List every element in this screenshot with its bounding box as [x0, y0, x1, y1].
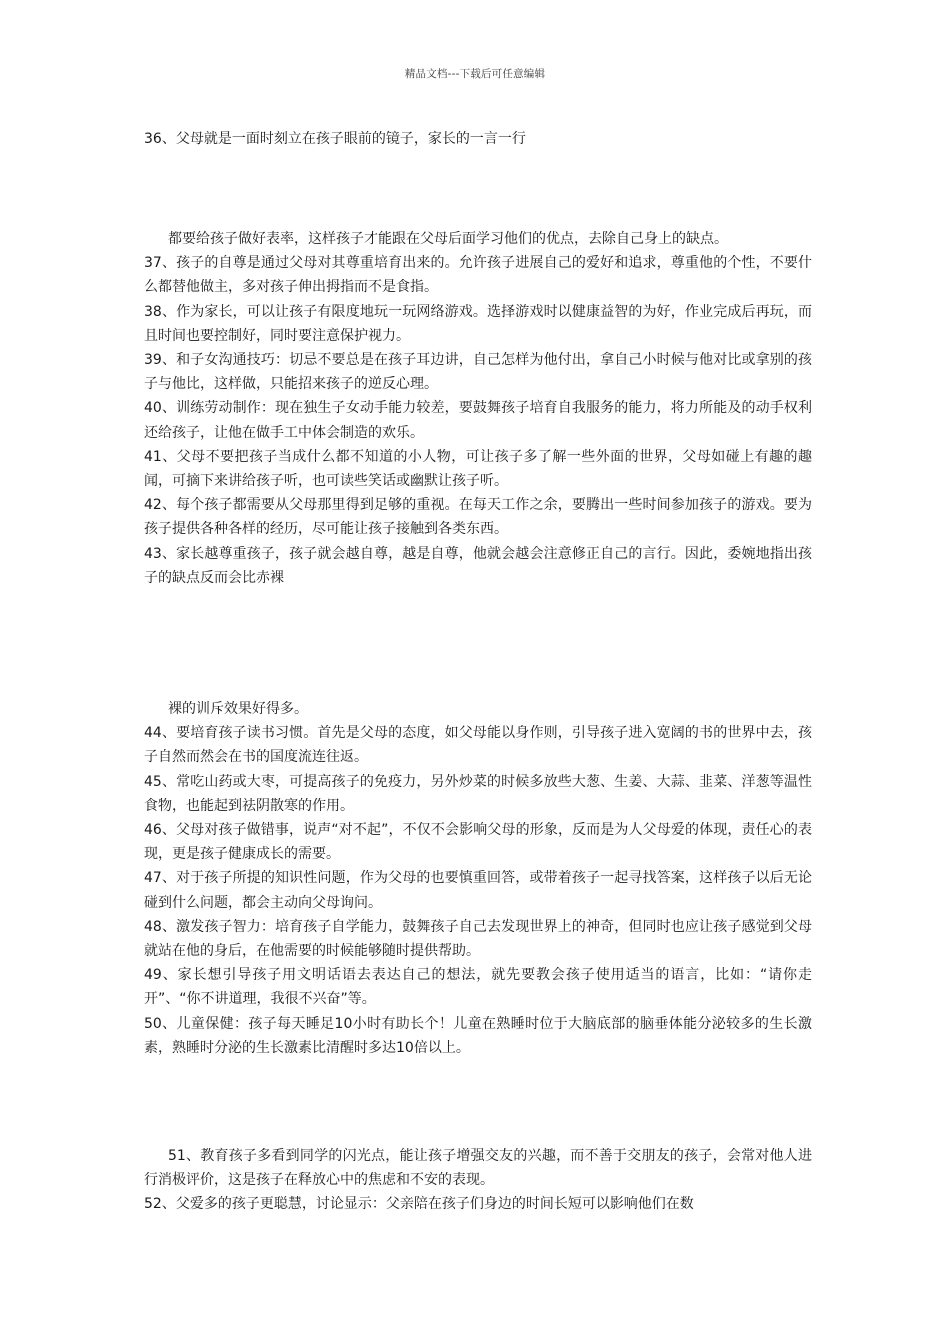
paragraph-37: 37、孩子的自尊是通过父母对其尊重培育出来的。允许孩子进展自己的爱好和追求，尊重他的个性，不要什么都替他做主，多对孩子伸出拇指而不是食指。 — [144, 255, 812, 296]
paragraph-39: 39、和子女沟通技巧：切忌不要总是在孩子耳边讲，自己怎样为他付出，拿自己小时候与他对比或拿别的孩子与他比，这样做，只能招来孩子的逆反心理。 — [144, 352, 812, 393]
text-block-4 — [144, 1144, 812, 1217]
paragraph-49: 49、家长想引导孩子用文明话语去表达自己的想法，就先要教会孩子使用适当的语言，比如：“请你走开”、“你不讲道理，我很不兴奋”等。 — [144, 967, 812, 1008]
paragraph-45: 45、常吃山药或大枣，可提高孩子的免疫力，另外炒菜的时候多放些大葱、生姜、大蒜、韭菜、洋葱等温性食物，也能起到祛阴散寒的作用。 — [144, 773, 812, 814]
paragraph-50: 50、儿童保健：孩子每天睡足10小时有助长个！儿童在熟睡时位于大脑底部的脑垂体能分泌较多的生长激素，熟睡时分泌的生长激素比清醒时多达10倍以上。 — [144, 1015, 812, 1056]
paragraph-36: 36、父母就是一面时刻立在孩子眼前的镜子，家长的一言一行 — [144, 131, 526, 147]
paragraph-46: 46、父母对孩子做错事，说声“对不起”，不仅不会影响父母的形象，反而是为人父母爱的体现，责任心的表现，更是孩子健康成长的需要。 — [144, 822, 812, 863]
paragraph-48: 48、激发孩子智力：培育孩子自学能力，鼓舞孩子自己去发现世界上的神奇，但同时也应让孩子感觉到父母就站在他的身后，在他需要的时候能够随时提供帮助。 — [144, 918, 812, 960]
paragraph-36-continued: 都要给孩子做好表率，这样孩子才能跟在父母后面学习他们的优点，去除自己身上的缺点。 — [168, 231, 728, 247]
paragraph-51: 51、教育孩子多看到同学的闪光点，能让孩子增强交友的兴趣，而不善于交朋友的孩子，会常对他人进行消极评价，这是孩子在释放心中的焦虑和不安的表现。 — [144, 1148, 812, 1189]
paragraph-42: 42、每个孩子都需要从父母那里得到足够的重视。在每天工作之余，要腾出一些时间参加孩子的游戏。要为孩子提供各种各样的经历，尽可能让孩子接触到各类东西。 — [144, 497, 812, 538]
paragraph-41: 41、父母不要把孩子当成什么都不知道的小人物，可让孩子多了解一些外面的世界，父母如碰上有趣的趣闻，可摘下来讲给孩子听，也可读些笑话或幽默让孩子听。 — [144, 448, 812, 490]
text-block-3 — [144, 697, 812, 1060]
paragraph-40: 40、训练劳动制作：现在独生子女动手能力较差，要鼓舞孩子培育自我服务的能力，将力所能及的动手权利还给孩子，让他在做手工中体会制造的欢乐。 — [144, 400, 812, 441]
text-block-2 — [144, 227, 812, 590]
paragraph-52: 52、父爱多的孩子更聪慧，讨论显示：父亲陪在孩子们身边的时间长短可以影响他们在数 — [144, 1196, 694, 1213]
paragraph-43: 43、家长越尊重孩子，孩子就会越自尊，越是自尊，他就会越会注意修正自己的言行。因此，委婉地指出孩子的缺点反而会比赤裸 — [144, 545, 812, 586]
text-block-1 — [144, 127, 812, 151]
paragraph-43-continued: 裸的训斥效果好得多。 — [168, 701, 308, 717]
paragraph-38: 38、作为家长，可以让孩子有限度地玩一玩网络游戏。选择游戏时以健康益智的为好，作业完成后再玩，而且时间也要控制好，同时要注意保护视力。 — [144, 303, 812, 344]
page-header: 精品文档---下载后可任意编辑 — [404, 68, 546, 80]
paragraph-47: 47、对于孩子所提的知识性问题，作为父母的也要慎重回答，或带着孩子一起寻找答案，这样孩子以后无论碰到什么问题，都会主动向父母询问。 — [144, 870, 812, 911]
paragraph-44: 44、要培育孩子读书习惯。首先是父母的态度，如父母能以身作则，引导孩子进入宽阔的书的世界中去，孩子自然而然会在书的国度流连往返。 — [144, 725, 812, 766]
